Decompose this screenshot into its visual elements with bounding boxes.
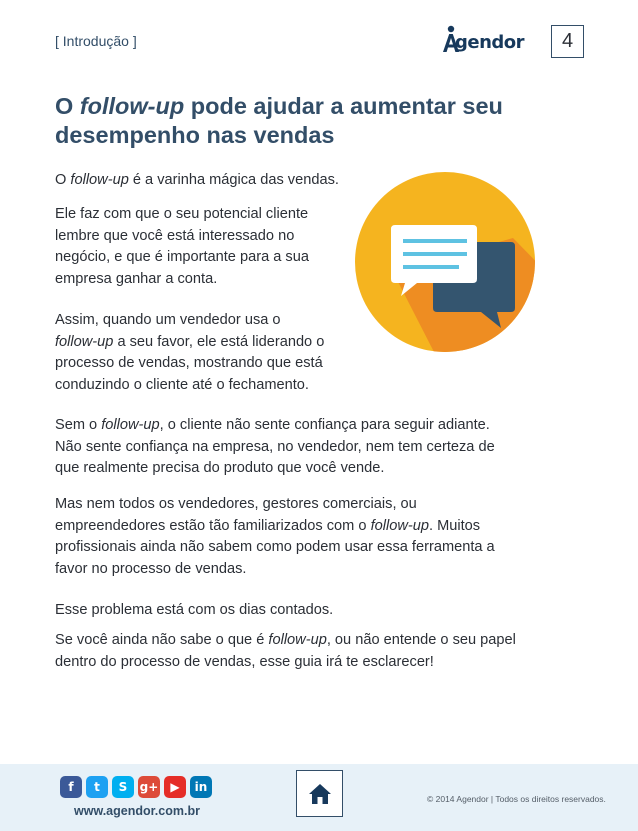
website-link[interactable]: www.agendor.com.br [74,804,200,818]
social-links [60,776,212,798]
paragraph-3: Assim, quando um vendedor usa o follow-up a seu favor, ele está liderando o processo de vendas, mostrando que está conduzindo o cliente até o fechamento. [55,312,325,393]
paragraph-1: O follow-up é a varinha mágica das vendas. [55,172,339,188]
facebook-icon[interactable]: f [60,776,82,798]
youtube-icon[interactable]: ▶ [164,776,186,798]
page-number: 4 [551,25,584,58]
bubble-line-1 [403,239,467,243]
agendor-logo[interactable] [441,22,525,56]
logo-text: gendor [455,32,525,53]
chat-bubbles-illustration [355,172,535,352]
home-icon [308,783,332,805]
bubble-line-2 [403,252,467,256]
home-button[interactable] [296,770,343,817]
linkedin-icon[interactable]: in [190,776,212,798]
bubble-line-3 [403,265,459,269]
google-plus-icon[interactable]: g+ [138,776,160,798]
copyright-text: © 2014 Agendor | Todos os direitos reservados. [427,794,606,804]
paragraph-7: Se você ainda não sabe o que é follow-up, ou não entende o seu papel dentro do processo de vendas, esse guia irá te esclarecer! [55,632,516,670]
page-title: O follow-up pode ajudar a aumentar seu desempenho nas vendas [55,93,503,148]
paragraph-4: Sem o follow-up, o cliente não sente confiança para seguir adiante. Não sente confiança na empresa, no vendedor, nem tem certeza de que realmente precisa do produto que você vende. [55,417,495,476]
breadcrumb: [ Introdução ] [55,33,137,49]
paragraph-5: Mas nem todos os vendedores, gestores comerciais, ou empreendedores estão tão familiarizados com o follow-up. Muitos profissionais ainda não sabem como podem usar essa ferramenta a favor no processo de vendas. [55,496,495,577]
skype-icon[interactable]: S [112,776,134,798]
paragraph-6: Esse problema está com os dias contados. [55,602,334,618]
twitter-icon[interactable]: t [86,776,108,798]
paragraph-2: Ele faz com que o seu potencial cliente lembre que você está interessado no negócio, e que é importante para a sua empresa ganhar a conta. [55,206,309,287]
